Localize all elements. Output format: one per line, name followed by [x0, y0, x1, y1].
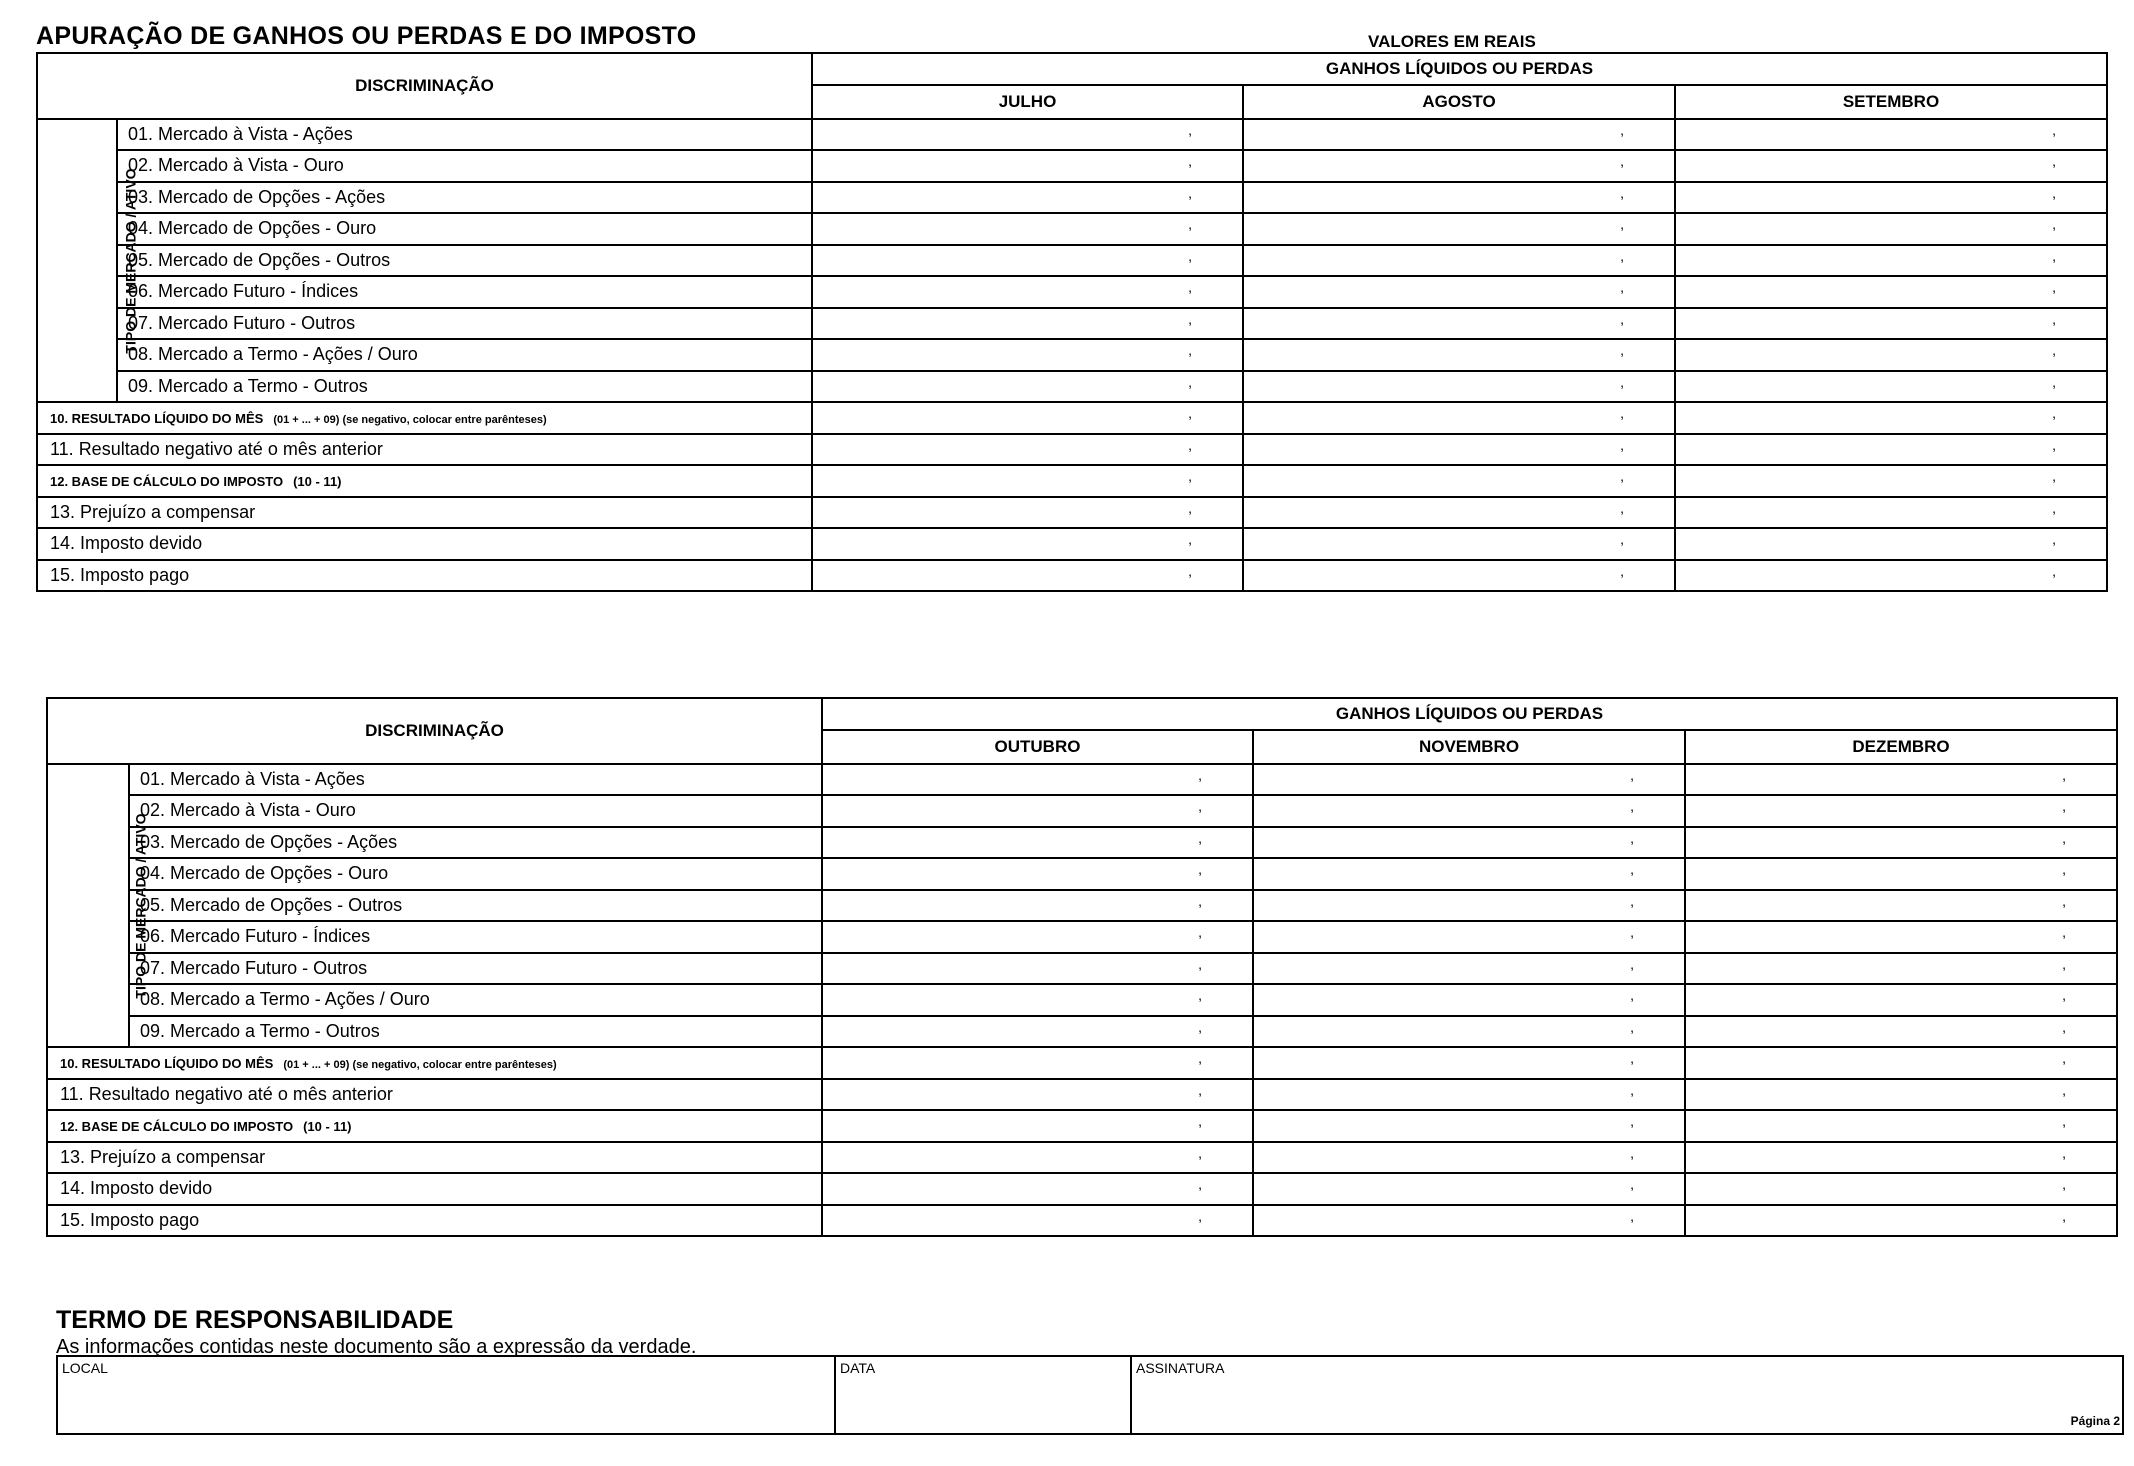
value-cell[interactable] [1685, 1142, 2117, 1174]
value-cell[interactable] [822, 890, 1253, 922]
table-row [37, 276, 2107, 308]
value-cell[interactable] [1675, 308, 2107, 340]
value-cell[interactable] [1685, 1016, 2117, 1048]
value-cell[interactable] [1243, 371, 1675, 403]
table-row [47, 764, 2117, 796]
signature-table [56, 1355, 2124, 1435]
value-cell[interactable] [1675, 119, 2107, 151]
value-cell[interactable] [1675, 276, 2107, 308]
value-cell[interactable] [1243, 339, 1675, 371]
value-cell[interactable] [812, 150, 1243, 182]
value-cell[interactable] [1675, 150, 2107, 182]
data-label: DATA [840, 1360, 876, 1376]
value-cell[interactable] [1253, 858, 1685, 890]
assinatura-label: ASSINATURA [1136, 1360, 1225, 1376]
value-cell[interactable] [1243, 213, 1675, 245]
table-row [37, 371, 2107, 403]
data-field[interactable] [835, 1356, 1131, 1434]
value-cell[interactable] [1685, 984, 2117, 1016]
table-row [37, 528, 2107, 560]
value-cell[interactable] [812, 465, 1243, 497]
row-label: 01. Mercado à Vista - Ações [129, 764, 822, 796]
value-cell[interactable] [1253, 1047, 1685, 1079]
value-cell[interactable] [1685, 858, 2117, 890]
value-cell[interactable] [1253, 764, 1685, 796]
row-label: 07. Mercado Futuro - Outros [129, 953, 822, 985]
row-label: 11. Resultado negativo até o mês anterior [37, 434, 812, 466]
month-header: JULHO [812, 85, 1243, 119]
value-cell[interactable] [1685, 1047, 2117, 1079]
row-label: 05. Mercado de Opções - Outros [129, 890, 822, 922]
page-number: Página 2 [2070, 1414, 2120, 1428]
row-label: 14. Imposto devido [37, 528, 812, 560]
table-row [37, 150, 2107, 182]
value-cell[interactable] [822, 984, 1253, 1016]
value-cell[interactable] [812, 528, 1243, 560]
value-cell[interactable] [1685, 795, 2117, 827]
row-label: 14. Imposto devido [47, 1173, 822, 1205]
value-cell[interactable] [812, 497, 1243, 529]
table-row [47, 921, 2117, 953]
value-cell[interactable] [822, 921, 1253, 953]
table-row [47, 1016, 2117, 1048]
value-cell[interactable] [822, 953, 1253, 985]
value-cell[interactable] [1253, 827, 1685, 859]
value-cell[interactable] [1675, 497, 2107, 529]
value-cell[interactable] [1675, 402, 2107, 434]
month-header: SETEMBRO [1675, 85, 2107, 119]
ganhos-header: GANHOS LÍQUIDOS OU PERDAS [822, 698, 2117, 730]
value-cell[interactable] [1685, 953, 2117, 985]
table-row [37, 339, 2107, 371]
value-cell[interactable] [1253, 1016, 1685, 1048]
value-cell[interactable] [1253, 795, 1685, 827]
value-cell[interactable] [1243, 150, 1675, 182]
vertical-label-cell [47, 764, 149, 1048]
table-row [47, 858, 2117, 890]
table-row [47, 890, 2117, 922]
value-cell[interactable] [1243, 182, 1675, 214]
value-cell[interactable] [812, 560, 1243, 592]
value-cell[interactable] [1685, 827, 2117, 859]
value-cell[interactable] [1243, 276, 1675, 308]
row-label: 05. Mercado de Opções - Outros [117, 245, 812, 277]
value-cell[interactable] [822, 1142, 1253, 1174]
value-cell[interactable] [822, 795, 1253, 827]
value-cell[interactable] [1253, 890, 1685, 922]
value-cell[interactable] [1685, 890, 2117, 922]
value-cell[interactable] [822, 1047, 1253, 1079]
value-cell[interactable] [1675, 213, 2107, 245]
value-cell[interactable] [1685, 921, 2117, 953]
value-cell[interactable] [1243, 560, 1675, 592]
value-cell[interactable] [812, 182, 1243, 214]
row-label: 03. Mercado de Opções - Ações [117, 182, 812, 214]
value-cell[interactable] [822, 1016, 1253, 1048]
value-cell[interactable] [812, 371, 1243, 403]
row-label-10: 10. RESULTADO LÍQUIDO DO MÊS (01 + ... + 09) (se negativo, colocar entre parênteses) [37, 402, 812, 434]
value-cell[interactable] [1243, 402, 1675, 434]
value-cell[interactable] [812, 308, 1243, 340]
table-row [47, 1205, 2117, 1237]
table-row [37, 245, 2107, 277]
value-cell[interactable] [812, 339, 1243, 371]
value-cell[interactable] [1253, 1173, 1685, 1205]
value-cell[interactable] [822, 1173, 1253, 1205]
table-jul-set [36, 52, 2108, 592]
row-label: 01. Mercado à Vista - Ações [117, 119, 812, 151]
month-header: NOVEMBRO [1253, 730, 1685, 764]
page-title: APURAÇÃO DE GANHOS OU PERDAS E DO IMPOSTO [36, 22, 697, 50]
table-row [47, 1110, 2117, 1142]
table-row [37, 434, 2107, 466]
value-cell[interactable] [812, 245, 1243, 277]
value-cell[interactable] [812, 119, 1243, 151]
discriminacao-header: DISCRIMINAÇÃO [47, 698, 822, 764]
discriminacao-header: DISCRIMINAÇÃO [37, 53, 812, 119]
row-label: 08. Mercado a Termo - Ações / Ouro [117, 339, 812, 371]
row-label-12: 12. BASE DE CÁLCULO DO IMPOSTO (10 - 11) [47, 1110, 822, 1142]
table-row [37, 182, 2107, 214]
row-label: 06. Mercado Futuro - Índices [129, 921, 822, 953]
table-row [47, 984, 2117, 1016]
value-cell[interactable] [822, 1110, 1253, 1142]
value-cell[interactable] [1675, 465, 2107, 497]
row-label: 09. Mercado a Termo - Outros [117, 371, 812, 403]
value-cell[interactable] [1253, 1142, 1685, 1174]
table-row [37, 402, 2107, 434]
value-cell[interactable] [822, 1079, 1253, 1111]
value-cell[interactable] [822, 827, 1253, 859]
table-row [47, 1173, 2117, 1205]
row-label: 11. Resultado negativo até o mês anterior [47, 1079, 822, 1111]
month-header: DEZEMBRO [1685, 730, 2117, 764]
value-cell[interactable] [1243, 119, 1675, 151]
table-out-dez [46, 697, 2118, 1237]
table-row [37, 213, 2107, 245]
value-cell[interactable] [1675, 528, 2107, 560]
table-row [37, 119, 2107, 151]
value-cell[interactable] [1685, 1173, 2117, 1205]
row-label-10: 10. RESULTADO LÍQUIDO DO MÊS (01 + ... + 09) (se negativo, colocar entre parênteses) [47, 1047, 822, 1079]
value-cell[interactable] [1675, 371, 2107, 403]
table-row [37, 497, 2107, 529]
value-cell[interactable] [1243, 497, 1675, 529]
row-label: 02. Mercado à Vista - Ouro [117, 150, 812, 182]
table-row [37, 465, 2107, 497]
ganhos-header: GANHOS LÍQUIDOS OU PERDAS [812, 53, 2107, 85]
row-label: 15. Imposto pago [37, 560, 812, 592]
row-label: 13. Prejuízo a compensar [47, 1142, 822, 1174]
termo-text: As informações contidas neste documento são a expressão da verdade. [56, 1336, 697, 1358]
value-cell[interactable] [1253, 953, 1685, 985]
value-cell[interactable] [1675, 560, 2107, 592]
value-cell[interactable] [822, 858, 1253, 890]
table-row [47, 827, 2117, 859]
row-label: 03. Mercado de Opções - Ações [129, 827, 822, 859]
local-label: LOCAL [62, 1360, 108, 1376]
vertical-label-cell [37, 119, 139, 403]
table-row [37, 308, 2107, 340]
value-cell[interactable] [1253, 1110, 1685, 1142]
value-cell[interactable] [1675, 339, 2107, 371]
row-label: 04. Mercado de Opções - Ouro [117, 213, 812, 245]
value-cell[interactable] [1243, 528, 1675, 560]
vertical-label: TIPO DE MERCADO / ATIVO [122, 168, 139, 354]
value-cell[interactable] [1675, 182, 2107, 214]
termo-title: TERMO DE RESPONSABILIDADE [56, 1306, 454, 1334]
value-cell[interactable] [1685, 1110, 2117, 1142]
value-cell[interactable] [1253, 1079, 1685, 1111]
value-cell[interactable] [1253, 984, 1685, 1016]
value-cell[interactable] [822, 764, 1253, 796]
value-cell[interactable] [812, 213, 1243, 245]
currency-note: VALORES EM REAIS [1368, 32, 1536, 51]
month-header: AGOSTO [1243, 85, 1675, 119]
value-cell[interactable] [1243, 434, 1675, 466]
value-cell[interactable] [1243, 308, 1675, 340]
month-header: OUTUBRO [822, 730, 1253, 764]
value-cell[interactable] [1243, 245, 1675, 277]
row-label: 08. Mercado a Termo - Ações / Ouro [129, 984, 822, 1016]
vertical-label: TIPO DE MERCADO / ATIVO [132, 813, 149, 999]
row-label: 04. Mercado de Opções - Ouro [129, 858, 822, 890]
value-cell[interactable] [1685, 1205, 2117, 1237]
table-row [37, 560, 2107, 592]
value-cell[interactable] [1675, 245, 2107, 277]
row-label: 15. Imposto pago [47, 1205, 822, 1237]
value-cell[interactable] [812, 276, 1243, 308]
table-row [47, 1047, 2117, 1079]
value-cell[interactable] [1243, 465, 1675, 497]
row-label: 09. Mercado a Termo - Outros [129, 1016, 822, 1048]
row-label: 02. Mercado à Vista - Ouro [129, 795, 822, 827]
assinatura-field[interactable] [1131, 1356, 2123, 1434]
value-cell[interactable] [1685, 1079, 2117, 1111]
row-label: 13. Prejuízo a compensar [37, 497, 812, 529]
value-cell[interactable] [812, 434, 1243, 466]
value-cell[interactable] [822, 1205, 1253, 1237]
local-field[interactable] [57, 1356, 835, 1434]
table-row [47, 1079, 2117, 1111]
value-cell[interactable] [1253, 1205, 1685, 1237]
row-label-12: 12. BASE DE CÁLCULO DO IMPOSTO (10 - 11) [37, 465, 812, 497]
table-row [47, 1142, 2117, 1174]
table-row [47, 953, 2117, 985]
value-cell[interactable] [1685, 764, 2117, 796]
value-cell[interactable] [1675, 434, 2107, 466]
table-row [47, 795, 2117, 827]
value-cell[interactable] [812, 402, 1243, 434]
row-label: 06. Mercado Futuro - Índices [117, 276, 812, 308]
value-cell[interactable] [1253, 921, 1685, 953]
row-label: 07. Mercado Futuro - Outros [117, 308, 812, 340]
